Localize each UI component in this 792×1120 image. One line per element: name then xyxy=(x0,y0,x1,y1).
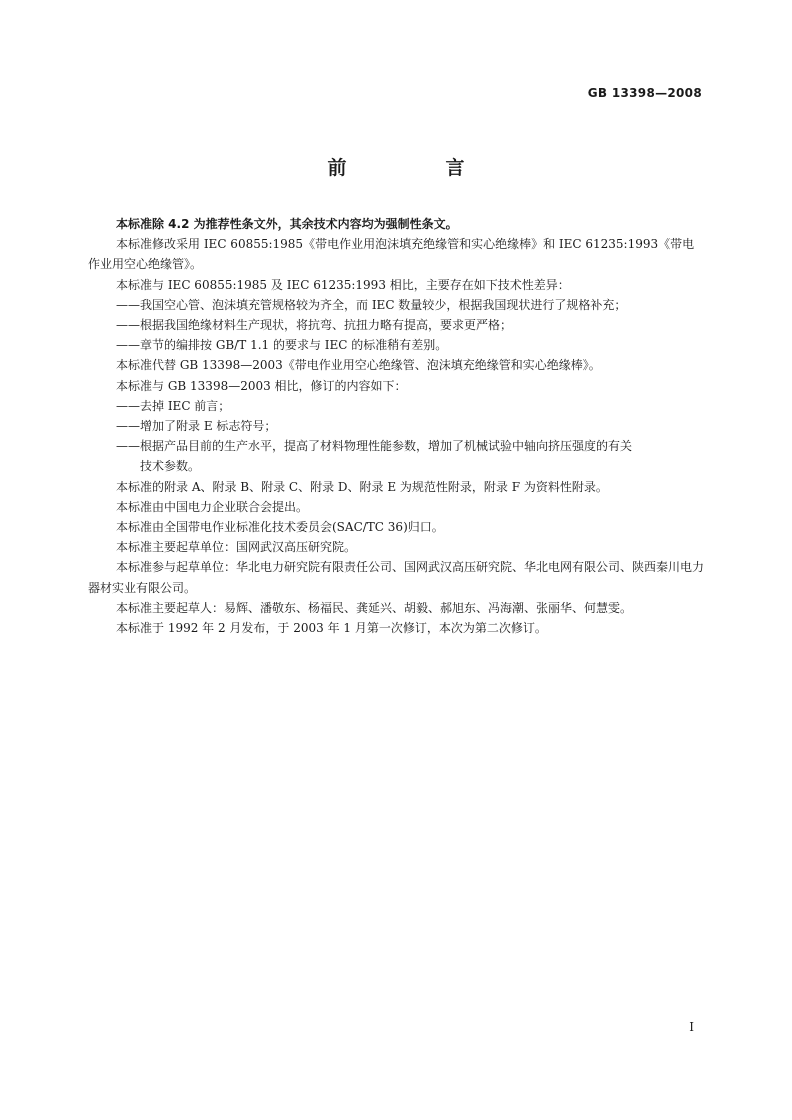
list-item xyxy=(88,436,704,456)
list-item-continuation-text: 技术参数。 xyxy=(140,459,201,474)
paragraph-differences-intro: 本标准与 IEC 60855:1985 及 IEC 61235:1993 相比，主要存在如下技术性差异： xyxy=(116,277,570,292)
standard-code: GB 13398—2008 xyxy=(587,86,702,100)
list-item: ——去掉 IEC 前言； xyxy=(116,398,231,413)
list-item-continuation xyxy=(88,456,704,476)
foreword-body xyxy=(88,214,704,638)
paragraph-administered-by: 本标准由全国带电作业标准化技术委员会(SAC/TC 36)归口。 xyxy=(116,520,444,535)
list-item: ——章节的编排按 GB/T 1.1 的要求与 IEC 的标准稍有差别。 xyxy=(116,338,448,353)
page-title: 前 言 xyxy=(327,157,505,179)
paragraph-drafters: 本标准主要起草人：易辉、潘敬东、杨福民、龚延兴、胡毅、郝旭东、冯海潮、张丽华、何慧雯。 xyxy=(116,600,633,615)
paragraph-replaces: 本标准代替 GB 13398—2003《带电作业用空心绝缘管、泡沫填充绝缘管和实心绝缘棒》。 xyxy=(116,358,601,373)
list-item: ——根据我国绝缘材料生产现状，将抗弯、抗扭力略有提高，要求更严格； xyxy=(116,318,513,333)
paragraph-proposed-by: 本标准由中国电力企业联合会提出。 xyxy=(116,499,309,514)
paragraph-adoption: 本标准修改采用 IEC 60855:1985《带电作业用泡沫填充绝缘管和实心绝缘棒》和 IEC 61235:1993《带电作业用空心绝缘管》。 xyxy=(88,237,695,272)
paragraph-history: 本标准于 1992 年 2 月发布，于 2003 年 1 月第一次修订，本次为第二次修订。 xyxy=(116,621,547,636)
paragraph-participating-drafters: 本标准参与起草单位：华北电力研究院有限责任公司、国网武汉高压研究院、华北电网有限公司、陕西秦川电力器材实业有限公司。 xyxy=(88,560,705,595)
paragraph-mandatory-note: 本标准除 4.2 为推荐性条文外，其余技术内容均为强制性条文。 xyxy=(116,217,458,231)
list-item: ——我国空心管、泡沫填充管规格较为齐全，而 IEC 数量较少，根据我国现状进行了规格补充； xyxy=(116,297,627,312)
paragraph-main-drafter: 本标准主要起草单位：国网武汉高压研究院。 xyxy=(116,540,357,555)
page-number: I xyxy=(689,1020,694,1034)
list-item-text: ——根据产品目前的生产水平，提高了材料物理性能参数，增加了机械试验中轴向挤压强度的有关 xyxy=(116,439,633,454)
list-item: ——增加了附录 E 标志符号； xyxy=(116,419,277,434)
paragraph-revisions-intro: 本标准与 GB 13398—2003 相比，修订的内容如下： xyxy=(116,378,407,393)
paragraph-annexes: 本标准的附录 A、附录 B、附录 C、附录 D、附录 E 为规范性附录，附录 F 为资料性附录。 xyxy=(116,479,608,494)
